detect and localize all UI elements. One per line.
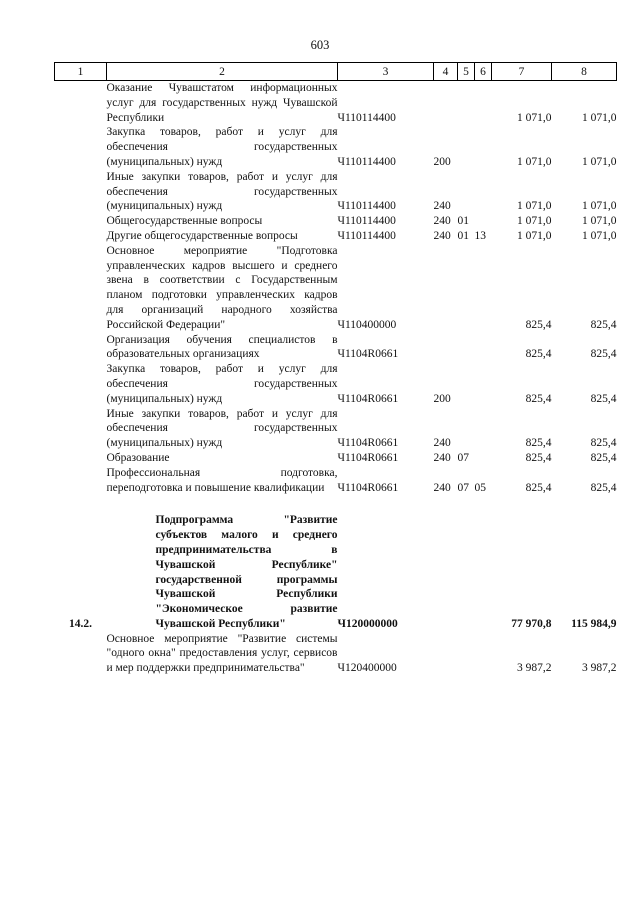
row-number: [55, 170, 107, 214]
row-name: Основное мероприятие "Подготовка управленческих кадров высшего и среднего звена в соответствии с Государственным планом подготовки управленческих кадров для организаций народного хозяйства Российской Федерации": [106, 244, 338, 331]
row-name: Подпрограмма "Развитие субъектов малого и среднего предпринимательства в Чувашской Республике" государственной программы Чувашской Республики "Экономическое развитие Чувашской Республики": [155, 514, 338, 630]
row-amount-col8: 825,4: [590, 318, 617, 331]
row-target-code: Ч110114400: [337, 111, 396, 124]
table-row: [55, 125, 617, 169]
row-amount-col7: 825,4: [525, 481, 552, 494]
row-amount-col8: 825,4: [590, 437, 617, 450]
row-number: [55, 125, 107, 169]
table-row: [55, 495, 617, 631]
row-expense-type: 240: [433, 215, 451, 228]
col-header-1: 1: [55, 63, 107, 81]
row-target-code: Ч110114400: [337, 200, 396, 213]
row-amount-col8: 1 071,0: [582, 229, 617, 242]
row-name: Образование: [106, 451, 170, 464]
table-row: [55, 333, 617, 363]
row-expense-type: [434, 632, 458, 676]
row-amount-col8: 1 071,0: [582, 111, 617, 124]
col-header-5: 5: [458, 63, 475, 81]
row-subsection: [475, 333, 492, 363]
row-subsection: [475, 81, 492, 126]
row-amount-col8: 1 071,0: [582, 155, 617, 168]
row-target-code: Ч1104R0661: [337, 451, 399, 464]
row-amount-col7: 1 071,0: [517, 229, 552, 242]
row-expense-type: 240: [433, 437, 451, 450]
row-target-code: Ч120400000: [337, 662, 397, 675]
row-amount-col8: 825,4: [590, 348, 617, 361]
table-row: [55, 632, 617, 676]
row-amount-col7: 1 071,0: [517, 155, 552, 168]
row-amount-col8: 3 987,2: [582, 662, 617, 675]
row-subsection: 13: [474, 229, 486, 242]
row-name: Другие общегосударственные вопросы: [106, 229, 298, 242]
row-name: Профессиональная подготовка, переподготовка и повышение квалификации: [106, 466, 338, 494]
row-amount-col8: 825,4: [590, 451, 617, 464]
row-name: Иные закупки товаров, работ и услуг для обеспечения государственных (муниципальных) нужд: [106, 407, 338, 450]
row-subsection: [475, 407, 492, 451]
row-number: [55, 466, 107, 496]
row-target-code: Ч110114400: [337, 215, 396, 228]
table-header: [55, 63, 617, 81]
table-row: [55, 229, 617, 244]
table-row: [55, 451, 617, 466]
page-number: 603: [310, 38, 330, 52]
row-expense-type: 240: [433, 200, 451, 213]
row-section: [458, 170, 475, 214]
row-section: 07: [457, 481, 469, 494]
row-expense-type: 240: [433, 481, 451, 494]
row-number: [55, 333, 107, 363]
row-expense-type: [434, 244, 458, 333]
row-amount-col8: 115 984,9: [571, 617, 617, 630]
row-expense-type: [434, 495, 458, 631]
row-amount-col7: 77 970,8: [511, 617, 552, 630]
row-subsection: [475, 451, 492, 466]
col-header-3: 3: [338, 63, 434, 81]
row-name: Закупка товаров, работ и услуг для обеспечения государственных (муниципальных) нужд: [106, 126, 338, 168]
row-amount-col8: 1 071,0: [582, 215, 617, 228]
row-number: [55, 451, 107, 466]
row-section: [458, 244, 475, 333]
row-name: Иные закупки товаров, работ и услуг для обеспечения государственных (муниципальных) нужд: [106, 170, 338, 213]
row-section: 01: [457, 229, 469, 242]
row-amount-col7: 1 071,0: [517, 200, 552, 213]
table-row: [55, 362, 617, 406]
row-amount-col7: 1 071,0: [517, 215, 552, 228]
row-section: [458, 495, 475, 631]
row-expense-type: [434, 333, 458, 363]
row-subsection: 05: [474, 481, 486, 494]
row-target-code: Ч1104R0661: [337, 437, 399, 450]
row-target-code: Ч110400000: [337, 318, 397, 331]
table-body: [55, 81, 617, 677]
row-amount-col7: 825,4: [525, 451, 552, 464]
row-amount-col7: 825,4: [525, 348, 552, 361]
row-section: 01: [457, 215, 469, 228]
row-amount-col7: 1 071,0: [517, 111, 552, 124]
table-row: [55, 214, 617, 229]
row-subsection: [475, 632, 492, 676]
row-name: Оказание Чувашстатом информационных услуг для государственных нужд Чувашской Республики: [106, 82, 338, 124]
row-subsection: [475, 214, 492, 229]
row-subsection: [475, 244, 492, 333]
row-amount-col7: 3 987,2: [517, 662, 552, 675]
row-target-code: Ч1104R0661: [337, 392, 399, 405]
row-section: [458, 632, 475, 676]
row-name: Организация обучения специалистов в образовательных организациях: [106, 333, 338, 361]
table-row: [55, 81, 617, 126]
row-number: [55, 362, 107, 406]
row-section: [458, 81, 475, 126]
row-number: [55, 407, 107, 451]
budget-table: [54, 62, 617, 676]
table-row: [55, 466, 617, 496]
row-section: [458, 407, 475, 451]
row-section: [458, 362, 475, 406]
row-expense-type: 240: [433, 229, 451, 242]
col-header-8: 8: [552, 63, 617, 81]
col-header-4: 4: [434, 63, 458, 81]
row-number: 14.2.: [69, 617, 92, 630]
row-subsection: [475, 495, 492, 631]
col-header-2: 2: [107, 63, 338, 81]
row-section: 07: [457, 451, 469, 464]
row-subsection: [475, 362, 492, 406]
row-amount-col7: 825,4: [525, 437, 552, 450]
row-amount-col7: 825,4: [525, 318, 552, 331]
row-section: [458, 125, 475, 169]
row-expense-type: [434, 81, 458, 126]
row-name: Общегосударственные вопросы: [106, 215, 263, 228]
row-section: [458, 333, 475, 363]
row-target-code: Ч1104R0661: [337, 348, 399, 361]
row-name: Основное мероприятие "Развитие системы "одного окна" предоставления услуг, сервисов и мер поддержки предпринимательства": [106, 632, 338, 675]
table-row: [55, 170, 617, 214]
col-header-7: 7: [492, 63, 552, 81]
row-expense-type: 200: [433, 155, 451, 168]
row-number: [55, 632, 107, 676]
col-header-6: 6: [475, 63, 492, 81]
row-number: [55, 229, 107, 244]
row-amount-col8: 825,4: [590, 392, 617, 405]
row-subsection: [475, 125, 492, 169]
row-amount-col7: 825,4: [525, 392, 552, 405]
row-target-code: Ч110114400: [337, 229, 396, 242]
row-amount-col8: 1 071,0: [582, 200, 617, 213]
row-subsection: [475, 170, 492, 214]
table-row: [55, 407, 617, 451]
row-expense-type: 240: [433, 451, 451, 464]
row-number: [55, 214, 107, 229]
row-number: [55, 81, 107, 126]
row-target-code: Ч1104R0661: [337, 481, 399, 494]
row-target-code: Ч110114400: [337, 155, 396, 168]
row-amount-col8: 825,4: [590, 481, 617, 494]
table-row: [55, 244, 617, 333]
row-number: [55, 244, 107, 333]
row-target-code: Ч120000000: [337, 617, 398, 630]
row-name: Закупка товаров, работ и услуг для обеспечения государственных (муниципальных) нужд: [106, 363, 338, 405]
row-expense-type: 200: [433, 392, 451, 405]
